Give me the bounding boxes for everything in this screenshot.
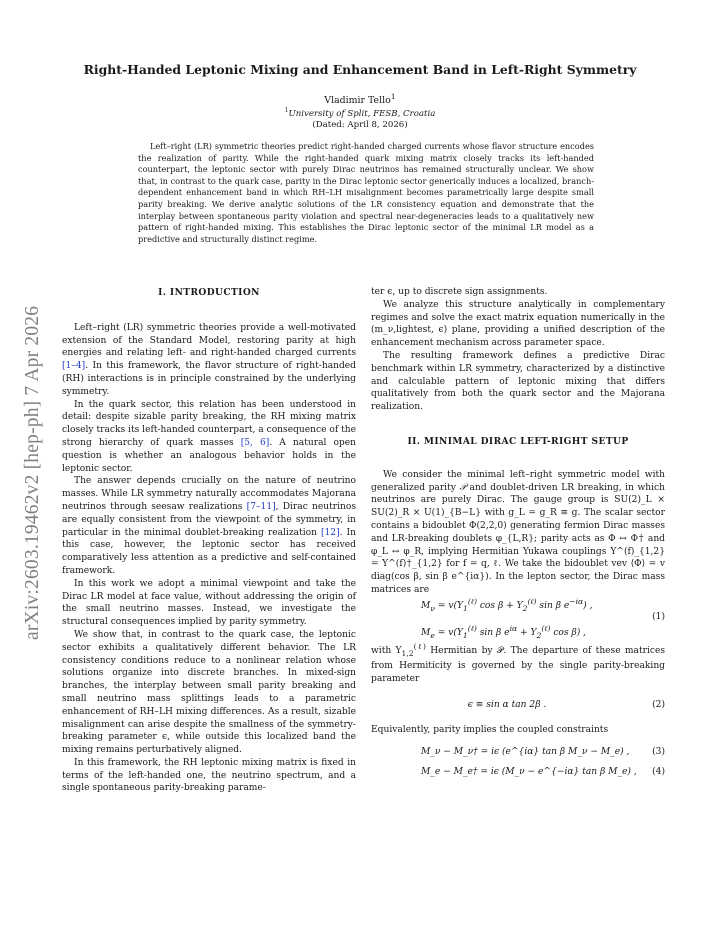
equation-1 <box>371 597 665 641</box>
right-column <box>371 286 665 781</box>
intro-paragraph-8: The resulting framework defines a predictive Dirac benchmark within LR symmetry, characterized by a distinctive and calculable pattern of leptonic mixing that differs qualitatively from both the quark sector and the Majorana realization. <box>371 350 665 413</box>
abstract: Left–right (LR) symmetric theories predict right-handed charged currents whose flavor structure encodes the realization of parity. While the right-handed quark mixing matrix closely tracks its left-handed counterpart, the leptonic sector with purely Dirac neutrinos has remained structurally unclear. We show that, in contrast to the quark case, parity in the Dirac leptonic sector generically induces a localized, branch-dependent enhancement band in which RH–LH misalignment becomes parametrically large despite small parity breaking. We derive analytic solutions of the LR consistency equation and demonstrate that the interplay between spontaneous parity violation and spectral near-degeneracies leads to a qualitatively new pattern of right-handed mixing. This establishes the Dirac leptonic sector of the minimal LR model as a predictive and structurally distinct regime. <box>138 141 594 244</box>
setup-paragraph-3: Equivalently, parity implies the coupled constraints <box>371 724 609 735</box>
intro-paragraph-2: In the quark sector, this relation has been understood in detail: despite sizable parity breaking, the RH mixing matrix closely tracks its left-handed counterpart, a consequence of the strong hierarchy of quark masses [5, 6]. A natural open question is whether an analogous behavior holds in the leptonic sector. <box>62 399 356 474</box>
intro-paragraph-6-continued: ter ϵ, up to discrete sign assignments. <box>371 287 548 297</box>
section-heading-introduction: I. INTRODUCTION <box>158 287 260 298</box>
equation-3 <box>371 745 665 761</box>
citation-link[interactable]: [7–11] <box>246 501 276 512</box>
affiliation: University of Split, FESB, Croatia <box>288 108 436 119</box>
equation-4-body: M_e − M_e† = iϵ (M_ν − e^{−iα} tan β M_e) , <box>421 767 637 778</box>
parity-symbol: 𝒫 <box>459 482 466 493</box>
paper-title: Right-Handed Leptonic Mixing and Enhancement Band in Left-Right Symmetry <box>83 62 637 77</box>
affiliation-mark: 1 <box>284 107 289 114</box>
equation-4 <box>371 765 665 781</box>
intro-paragraph-4: In this work we adopt a minimal viewpoint and take the Dirac LR model at face value, without addressing the origin of the small neutrino masses. Instead, we investigate the structural consequences implied by parity symmetry. <box>62 578 356 628</box>
intro-paragraph-6: In this framework, the RH leptonic mixing matrix is fixed in terms of the left-handed one, the neutrino spectrum, and a single spontaneous parity-breaking parame- <box>62 757 356 794</box>
equation-1-body <box>371 592 665 646</box>
equation-2-number: (2) <box>652 699 665 710</box>
intro-paragraph-3: The answer depends crucially on the nature of neutrino masses. While LR symmetry naturally accommodates Majorana neutrinos through seesaw realizations [7–11], Dirac neutrinos are equally consistent from the viewpoint of the symmetry, in particular in the minimal doublet-breaking realization [12]. In this case, however, the leptonic sector has received comparatively less attention as a predictive and self-contained framework. <box>62 476 357 576</box>
author-affiliation-mark: 1 <box>390 92 396 101</box>
equation-1-line-neutrino: $M_\nu = v(Y_1^{(\ell)}$ $\cos \beta + Y_2^{(\ell)}$ sin β $e^{-i\alpha}$) , <box>421 596 593 613</box>
dated-line: (Dated: April 8, 2026) <box>312 120 408 130</box>
citation-link[interactable]: [5, 6] <box>240 437 270 448</box>
author-name: Vladimir Tello <box>324 95 391 107</box>
affiliation-line <box>60 107 660 119</box>
section-heading-setup: II. MINIMAL DIRAC LEFT-RIGHT SETUP <box>407 435 629 447</box>
equation-2-body: ϵ ≡ sin α tan 2β . <box>467 699 547 710</box>
setup-paragraph-1: We consider the minimal left–right symmetric model with generalized parity 𝒫 and doublet-driven LR breaking, in which neutrinos are purely Dirac. The gauge group is SU(2)_L × SU(2)_R × U(1)_{B−L} with g_L = g_R ≡ g. The scalar sector contains a bidoublet Φ(2,2,0) generating fermion Dirac masses and LR-breaking doublets φ_{L,R}; parity acts as Φ ↔ Φ† and φ_L ↔ φ_R, implying Hermitian Yukawa couplings Y^(f)_{1,2} = Y^(f)†_{1,2} for f = q, ℓ. We take the bidoublet vev ⟨Φ⟩ = v diag(cos β, sin β e^{iα}). In the lepton sector, the Dirac mass matrices are <box>371 469 666 595</box>
equation-1-number: (1) <box>652 611 665 622</box>
author-line <box>60 92 660 106</box>
equation-1-line-electron: $M_e = v(Y_1^{(\ell)}$ sin β $e^{i\alpha} + Y_2^{(\ell)}$ cos β) , <box>421 623 587 640</box>
equation-4-number: (4) <box>652 767 665 778</box>
equation-2 <box>371 690 665 720</box>
equation-3-number: (3) <box>652 747 665 758</box>
intro-paragraph-7: We analyze this structure analytically in complementary regimes and solve the exact matrix equation numerically in the (m_ν,lightest, ϵ) plane, providing a unified description of the enhancement mechanism across parameter space. <box>371 299 665 349</box>
setup-paragraph-2: with $Y_{1,2}^{(\ell)}$ Hermitian by 𝒫. The departure of these matrices from Hermiticity is governed by the single parity-breaking parameter <box>371 641 666 685</box>
citation-link[interactable]: [1–4] <box>62 361 86 372</box>
left-column <box>62 285 356 795</box>
citation-link[interactable]: [12] <box>320 527 340 538</box>
arxiv-identifier-stamp[interactable]: arXiv:2603.19462v2 [hep-ph] 7 Apr 2026 <box>22 305 43 640</box>
intro-paragraph-5: We show that, in contrast to the quark case, the leptonic sector exhibits a qualitatively different behavior. The LR consistency conditions reduce to a nonlinear relation whose solutions organize into discrete branches. In mixed-sign branches, the interplay between small parity breaking and small neutrino mass splittings leads to a parametric enhancement of RH–LH mixing differences. As a result, sizable misalignment can arise despite the smallness of the symmetry-breaking parameter ϵ, while outside this localized band the mixing remains perturbatively aligned. <box>62 629 356 756</box>
intro-paragraph-1: Left–right (LR) symmetric theories provide a well-motivated extension of the Standard Model, restoring parity at high energies and relating left- and right-handed charged currents [1–4]. In this framework, the flavor structure of right-handed (RH) interactions is in principle constrained by the underlying symmetry. <box>62 322 356 397</box>
equation-3-body: M_ν − M_ν† = iϵ (e^{iα} tan β M_ν − M_e) , <box>421 747 630 758</box>
